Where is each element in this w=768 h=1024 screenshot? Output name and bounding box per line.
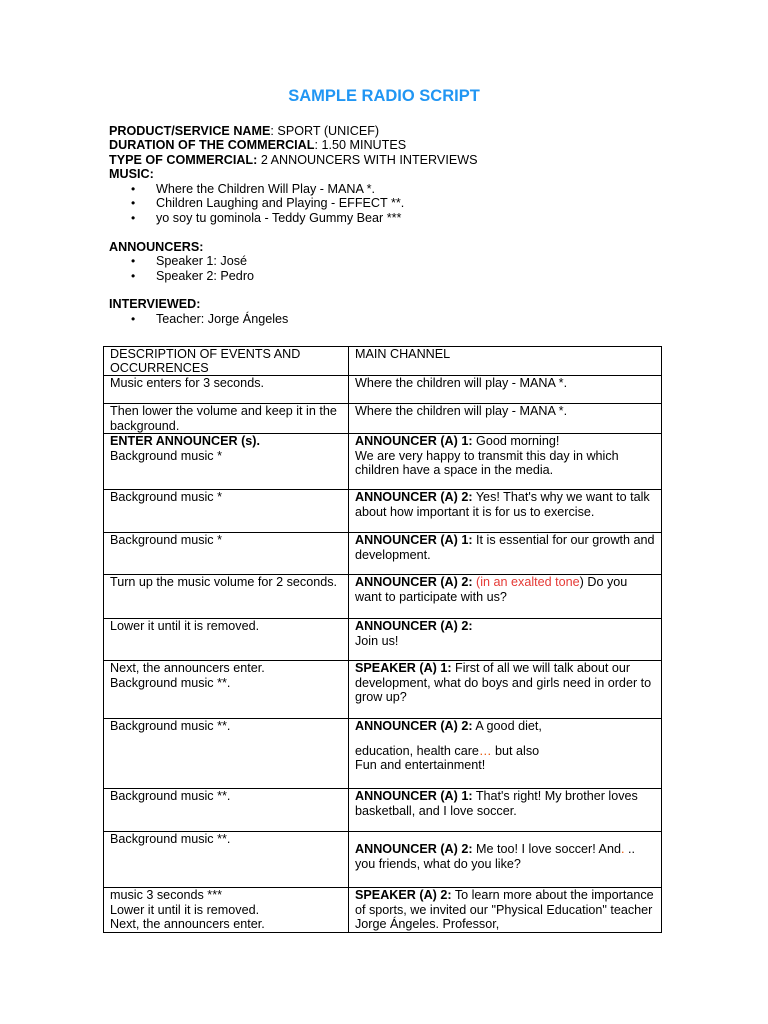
duration-value: : 1.50 MINUTES — [314, 138, 407, 153]
type-label: TYPE OF COMMERCIAL: — [109, 152, 258, 167]
description-cell: Background music * — [104, 533, 349, 575]
main-channel-cell: SPEAKER (A) 2: To learn more about the importance of sports, we invited our "Physical Education" teacher Jorge Ángeles. Professor, — [349, 888, 662, 933]
announcers-heading: ANNOUNCERS: — [109, 239, 204, 254]
script-table — [103, 346, 662, 933]
stage-direction: (in an exalted tone — [472, 575, 580, 589]
music-heading: MUSIC: — [109, 167, 154, 182]
duration-label: DURATION OF THE COMMERCIAL — [109, 138, 315, 153]
duration-line — [109, 138, 709, 152]
product-label: PRODUCT/SERVICE NAME — [109, 124, 271, 138]
table-row — [104, 888, 662, 933]
type-value: 2 ANNOUNCERS WITH INTERVIEWS — [257, 152, 478, 167]
table-row — [104, 434, 662, 490]
announcers-list — [109, 254, 709, 284]
main-channel-cell: Where the children will play - MANA *. — [349, 404, 662, 434]
table-header-row — [104, 347, 662, 376]
description-cell: Background music **. — [104, 832, 349, 888]
table-row — [104, 376, 662, 404]
description-cell: Background music **. — [104, 719, 349, 789]
description-cell: Lower it until it is removed. — [104, 619, 349, 661]
header-description: DESCRIPTION OF EVENTS AND OCCURRENCES — [104, 347, 349, 376]
product-value: : SPORT (UNICEF) — [270, 124, 380, 138]
description-cell: Next, the announcers enter. Background music **. — [104, 661, 349, 719]
interviewed-list — [109, 312, 709, 327]
main-channel-cell: SPEAKER (A) 1: First of all we will talk about our development, what do boys and girls need in order to grow up? — [349, 661, 662, 719]
main-channel-cell: ANNOUNCER (A) 2: (in an exalted tone) Do you want to participate with us? — [349, 575, 662, 619]
description-cell: Turn up the music volume for 2 seconds. — [104, 575, 349, 619]
main-channel-cell: Where the children will play - MANA *. — [349, 376, 662, 404]
main-channel-cell: ANNOUNCER (A) 1: Good morning! We are very happy to transmit this day in which children have a space in the media. — [349, 434, 662, 490]
description-cell: Music enters for 3 seconds. — [104, 376, 349, 404]
table-row — [104, 490, 662, 533]
main-channel-cell: ANNOUNCER (A) 1: That's right! My brother loves basketball, and I love soccer. — [349, 789, 662, 832]
page-title: SAMPLE RADIO SCRIPT — [288, 87, 480, 105]
script-metadata — [109, 124, 709, 327]
description-cell: Then lower the volume and keep it in the background. — [104, 404, 349, 434]
list-item: • Teacher: Jorge Ángeles — [109, 312, 709, 327]
description-cell: music 3 seconds *** Lower it until it is removed. Next, the announcers enter. — [104, 888, 349, 933]
table-row — [104, 533, 662, 575]
main-channel-cell: ANNOUNCER (A) 2: Yes! That's why we want to talk about how important it is for us to exercise. — [349, 490, 662, 533]
table-row — [104, 661, 662, 719]
table-row — [104, 619, 662, 661]
table-row — [104, 575, 662, 619]
table-row — [104, 832, 662, 888]
main-channel-cell: ANNOUNCER (A) 1: It is essential for our growth and development. — [349, 533, 662, 575]
table-row — [104, 404, 662, 434]
list-item: • Where the Children Will Play - MANA *. — [109, 182, 709, 197]
main-channel-cell: ANNOUNCER (A) 2: Me too! I love soccer! And. .. you friends, what do you like? — [349, 832, 662, 888]
header-main-channel: MAIN CHANNEL — [349, 347, 662, 376]
table-row — [104, 719, 662, 789]
list-item: • Speaker 2: Pedro — [109, 269, 709, 284]
list-item: • Speaker 1: José — [109, 254, 709, 269]
main-channel-cell: ANNOUNCER (A) 2: Join us! — [349, 619, 662, 661]
type-line — [109, 153, 709, 167]
table-row — [104, 789, 662, 832]
description-cell: Background music **. — [104, 789, 349, 832]
music-list — [109, 182, 709, 227]
description-cell: Background music * — [104, 490, 349, 533]
main-channel-cell: ANNOUNCER (A) 2: A good diet, education, health care… but also Fun and entertainment! — [349, 719, 662, 789]
list-item: • Children Laughing and Playing - EFFECT **. — [109, 196, 709, 211]
description-cell: ENTER ANNOUNCER (s). Background music * — [104, 434, 349, 490]
list-item: • yo soy tu gominola - Teddy Gummy Bear *** — [109, 211, 709, 226]
product-line — [109, 124, 709, 138]
interviewed-heading: INTERVIEWED: — [109, 297, 201, 312]
